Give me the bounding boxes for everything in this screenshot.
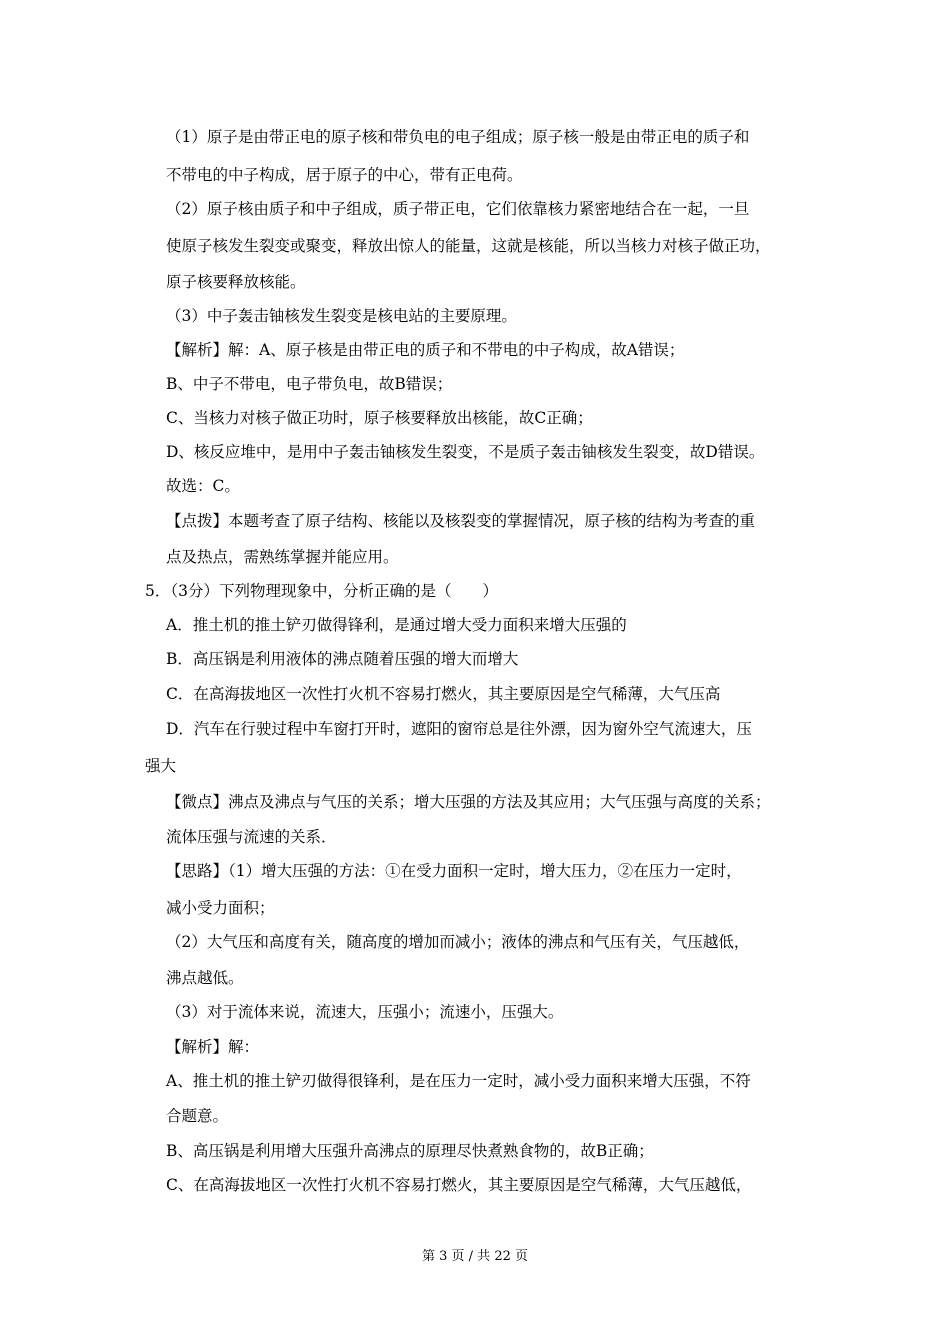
text-line: C、当核力对核子做正功时，原子核要释放出核能，故C正确； <box>166 409 593 427</box>
text-line: 沸点越低。 <box>166 969 244 987</box>
text-line: （3）中子轰击铀核发生裂变是核电站的主要原理。 <box>166 307 517 325</box>
text-line: 【思路】（1）增大压强的方法：①在受力面积一定时，增大压力，②在压力一定时， <box>166 862 742 880</box>
text-line: 减小受力面积； <box>166 899 275 917</box>
page-footer: 第 3 页 / 共 22 页 <box>422 1249 528 1264</box>
text-line: A、推土机的推土铲刃做得很锋利，是在压力一定时，减小受力面积来增大压强，不符 <box>166 1072 751 1090</box>
text-line: 【解析】解： <box>166 1038 260 1056</box>
text-line: B、中子不带电，电子带负电，故B错误； <box>166 375 453 393</box>
text-line: 流体压强与流速的关系． <box>166 828 337 846</box>
text-line: 【点拨】本题考查了原子结构、核能以及核裂变的掌握情况，原子核的结构为考查的重 <box>166 512 756 530</box>
text-line: C、在高海拔地区一次性打火机不容易打燃火，其主要原因是空气稀薄，大气压越低， <box>166 1176 752 1194</box>
text-line: （1）原子是由带正电的原子核和带负电的电子组成；原子核一般是由带正电的质子和 <box>166 128 750 146</box>
text-line: （2）原子核由质子和中子组成，质子带正电，它们依靠核力紧密地结合在一起，一旦 <box>166 200 750 218</box>
text-line: D、核反应堆中，是用中子轰击铀核发生裂变，不是质子轰击铀核发生裂变，故D错误。 <box>166 443 765 461</box>
text-line: （3）对于流体来说，流速大，压强小；流速小，压强大。 <box>166 1003 564 1021</box>
text-line: 【解析】解：A、原子核是由带正电的质子和不带电的中子构成，故A错误； <box>166 341 685 359</box>
text-line: 点及热点，需熟练掌握并能应用。 <box>166 548 399 566</box>
option-d-continued: 强大 <box>145 757 177 775</box>
text-line: 不带电的中子构成，居于原子的中心，带有正电荷。 <box>166 166 523 184</box>
option-a: A．推土机的推土铲刃做得锋利，是通过增大受力面积来增大压强的 <box>166 616 627 634</box>
text-line: 使原子核发生裂变或聚变，释放出惊人的能量，这就是核能，所以当核力对核子做正功， <box>166 237 771 255</box>
option-d: D．汽车在行驶过程中车窗打开时，遮阳的窗帘总是往外漂，因为窗外空气流速大，压 <box>166 720 752 738</box>
option-c: C．在高海拔地区一次性打火机不容易打燃火，其主要原因是空气稀薄，大气压高 <box>166 685 721 703</box>
question-stem: 5．（3分）下列物理现象中，分析正确的是（ ） <box>145 582 498 600</box>
text-line: 合题意。 <box>166 1107 229 1125</box>
option-b: B．高压锅是利用液体的沸点随着压强的增大而增大 <box>166 650 519 668</box>
text-line: B、高压锅是利用增大压强升高沸点的原理尽快煮熟食物的，故B正确； <box>166 1142 654 1160</box>
text-line: 【微点】沸点及沸点与气压的关系；增大压强的方法及其应用；大气压强与高度的关系； <box>166 793 771 811</box>
text-line: 故选：C。 <box>166 477 240 495</box>
text-line: 原子核要释放核能。 <box>166 273 306 291</box>
text-line: （2）大气压和高度有关，随高度的增加而减小；液体的沸点和气压有关，气压越低， <box>166 933 750 951</box>
